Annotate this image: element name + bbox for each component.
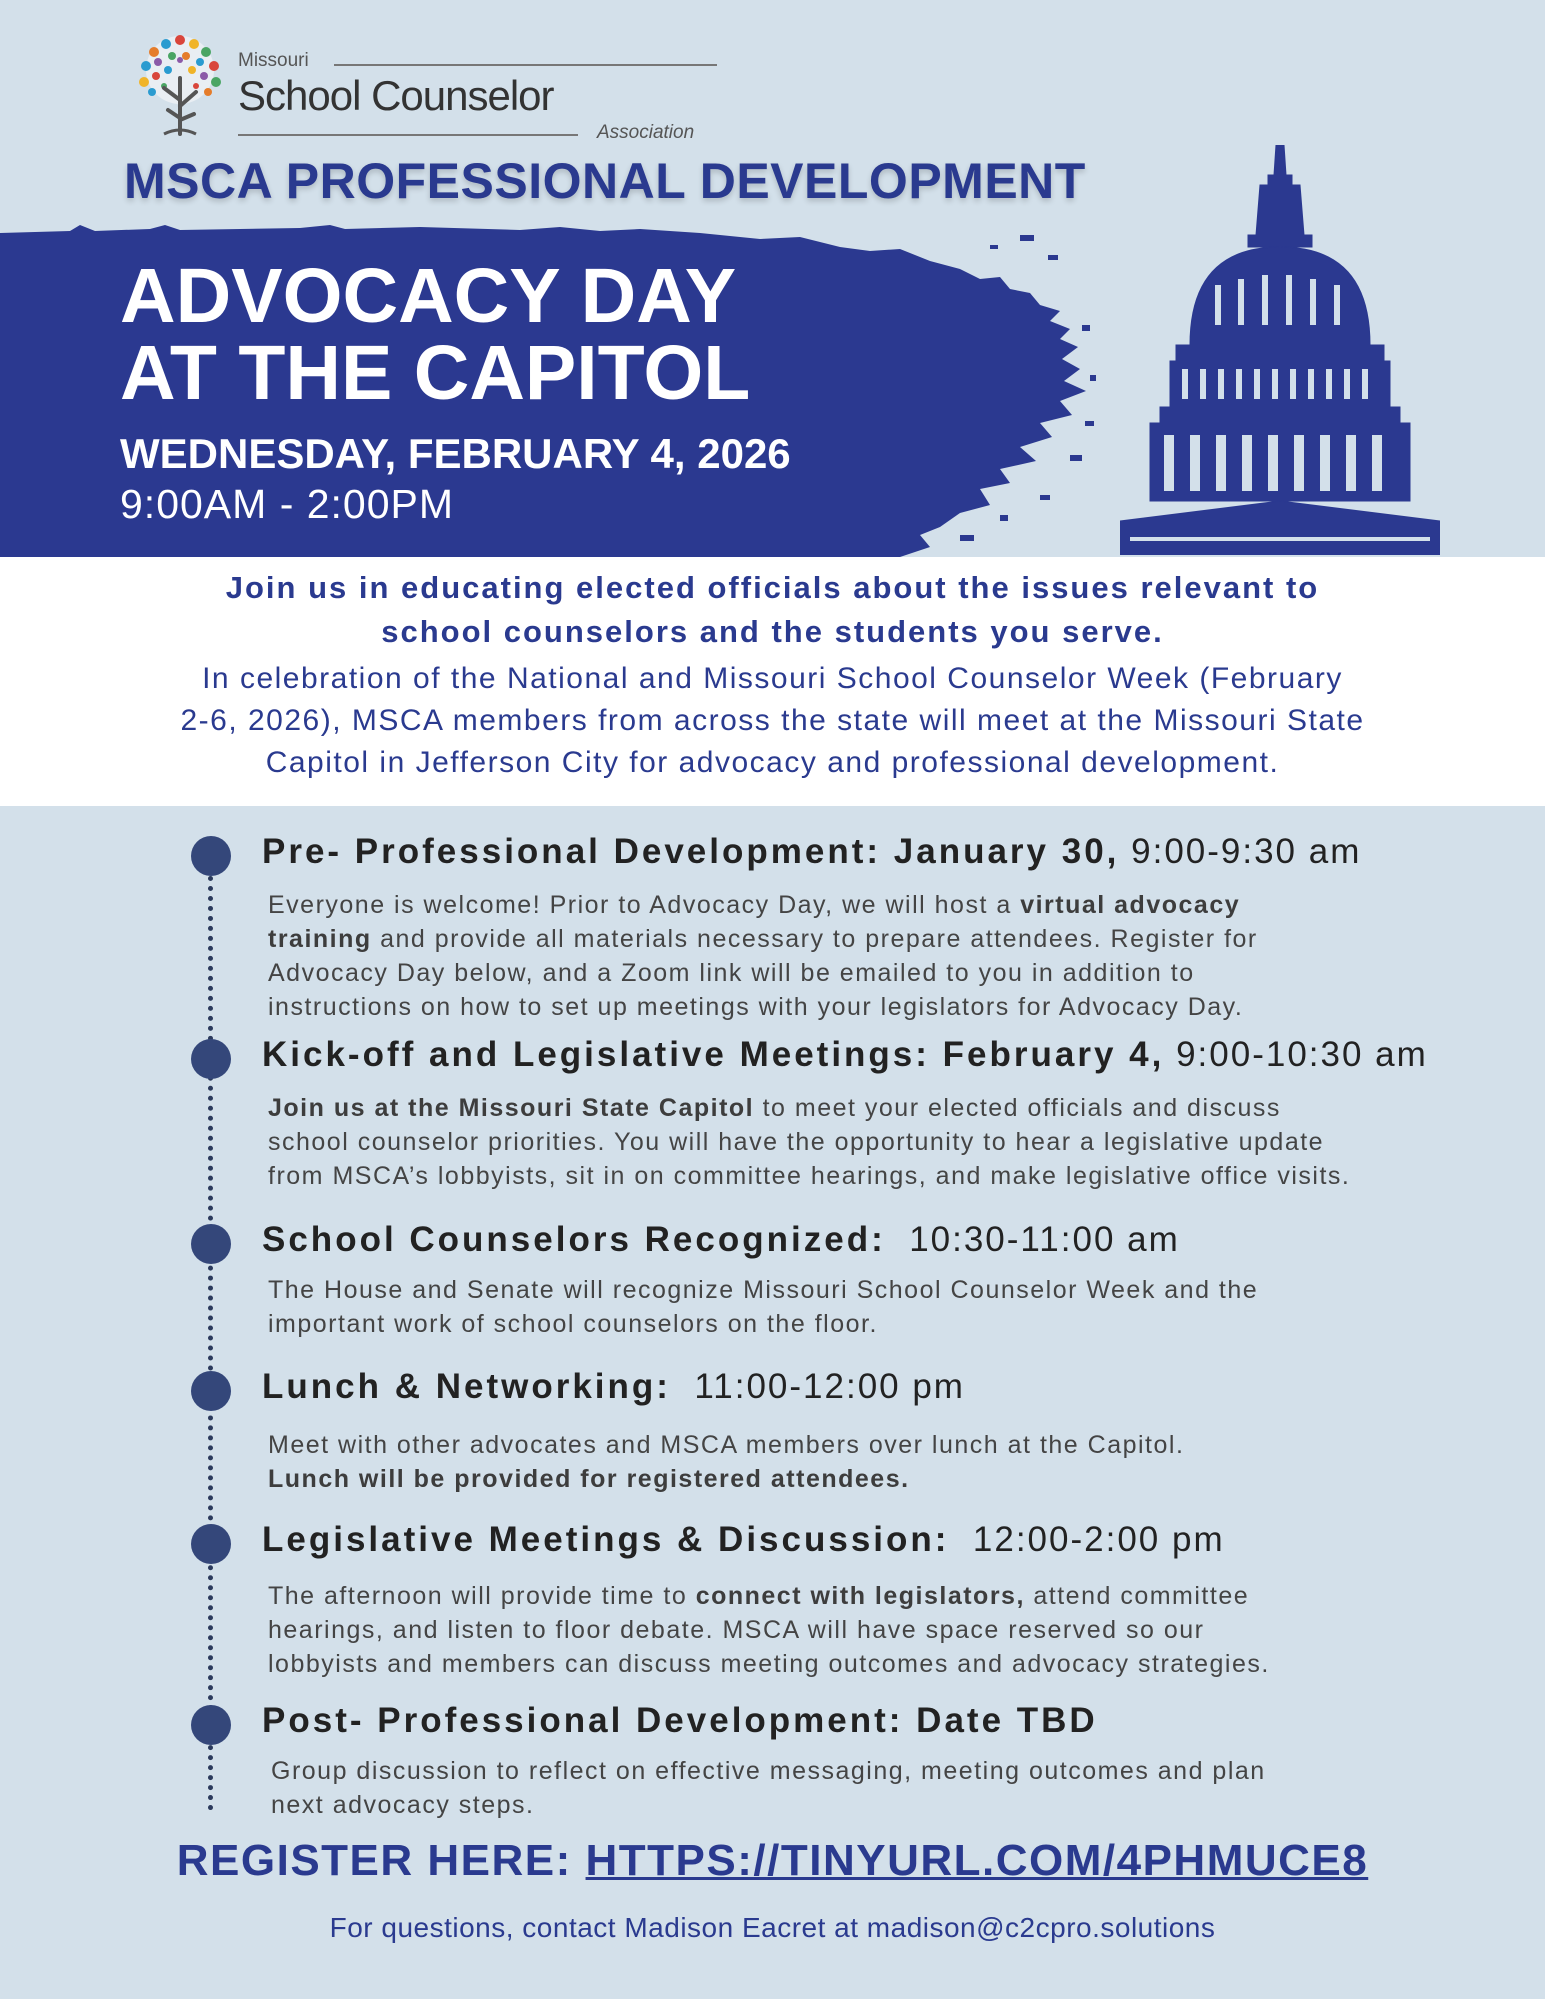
desc-text: school counselor priorities. You will have the opportunity to hear a legislative update [268, 1128, 1325, 1156]
intro-text-line: In celebration of the National and Missouri School Counselor Week (February [202, 662, 1343, 695]
desc-bold-text: virtual advocacy [1020, 891, 1241, 919]
schedule-item-label: School Counselors Recognized: [262, 1220, 886, 1259]
desc-text: hearings, and listen to floor debate. MSCA will have space reserved so our [268, 1616, 1205, 1644]
desc-text: lobbyists and members can discuss meeting outcomes and advocacy strategies. [268, 1650, 1270, 1678]
schedule-item-time: 10:30-11:00 am [909, 1220, 1180, 1259]
event-date: WEDNESDAY, FEBRUARY 4, 2026 [120, 430, 791, 477]
schedule-item-title [262, 1220, 1180, 1260]
desc-bold-text: training [268, 925, 372, 953]
intro-bold-line: school counselors and the students you serve. [381, 614, 1164, 649]
schedule-item-title [262, 1701, 1098, 1741]
schedule-item-description [271, 1754, 1266, 1822]
desc-text: attend committee [1024, 1582, 1250, 1610]
schedule-item-title [262, 1520, 1225, 1560]
msca-logo [124, 30, 695, 145]
capitol-building-icon [1120, 145, 1440, 555]
schedule-item-label: Lunch & Networking: [262, 1367, 671, 1406]
schedule-item-description [268, 1091, 1350, 1193]
desc-text: to meet your elected officials and discuss [754, 1094, 1281, 1122]
schedule-item-time: 9:00-10:30 am [1176, 1035, 1428, 1074]
intro-text-line: 2-6, 2026), MSCA members from across the state will meet at the Missouri State [180, 704, 1365, 737]
schedule-item-time: 9:00-9:30 am [1131, 832, 1362, 871]
schedule-item-description [268, 1428, 1184, 1496]
timeline-dot [191, 836, 231, 876]
desc-text: Meet with other advocates and MSCA members over lunch at the Capitol. [268, 1431, 1185, 1459]
desc-text: and provide all materials necessary to prepare attendees. Register for [371, 925, 1258, 953]
schedule-item-title [262, 1035, 1428, 1075]
desc-text: Advocacy Day below, and a Zoom link will be emailed to you in addition to [268, 959, 1195, 987]
logo-line-school-counselor: School Counselor [238, 72, 554, 119]
desc-text: important work of school counselors on the floor. [268, 1310, 878, 1338]
intro-bold-line: Join us in educating elected officials about the issues relevant to [225, 570, 1320, 605]
timeline-dot [191, 1224, 231, 1264]
schedule-item-label: Legislative Meetings & Discussion: [262, 1520, 950, 1559]
event-title-line1: ADVOCACY DAY [120, 253, 737, 339]
tree-logo-icon [124, 30, 236, 142]
timeline-dot [191, 1524, 231, 1564]
event-title-line2: AT THE CAPITOL [120, 330, 751, 416]
schedule-item-label: Pre- Professional Development: January 30, [262, 832, 1120, 871]
schedule-item-title [262, 1367, 965, 1407]
schedule-item-description [268, 1273, 1258, 1341]
timeline-dot [191, 1371, 231, 1411]
desc-bold-text: Join us at the Missouri State Capitol [268, 1094, 755, 1122]
logo-line-missouri: Missouri [238, 50, 309, 71]
desc-text: The House and Senate will recognize Missouri School Counselor Week and the [268, 1276, 1259, 1304]
schedule-item-time: 11:00-12:00 pm [694, 1367, 965, 1406]
register-line [0, 1836, 1545, 1886]
desc-text: The afternoon will provide time to [268, 1582, 696, 1610]
page-heading: MSCA PROFESSIONAL DEVELOPMENT [124, 153, 1086, 209]
logo-rule [238, 134, 578, 136]
event-time: 9:00AM - 2:00PM [120, 481, 455, 527]
desc-bold-text: connect with legislators, [695, 1582, 1025, 1610]
schedule-item-description [268, 888, 1258, 1024]
timeline-dot [191, 1039, 231, 1079]
schedule-item-title [262, 832, 1361, 872]
register-label: REGISTER HERE: [176, 1836, 572, 1885]
logo-line-association: Association [597, 122, 695, 143]
schedule-item-label: Kick-off and Legislative Meetings: February 4, [262, 1035, 1165, 1074]
desc-bold-text: Lunch will be provided for registered attendees. [268, 1465, 910, 1493]
register-link[interactable]: HTTPS://TINYURL.COM/4PHMUCE8 [585, 1836, 1369, 1885]
timeline-dotted-line [208, 856, 213, 1811]
desc-text: Group discussion to reflect on effective messaging, meeting outcomes and plan [271, 1757, 1266, 1785]
timeline-dot [191, 1705, 231, 1745]
desc-text: from MSCA’s lobbyists, sit in on committee hearings, and make legislative office visits. [268, 1162, 1351, 1190]
schedule-item-description [268, 1579, 1270, 1681]
desc-text: next advocacy steps. [271, 1791, 535, 1819]
intro-section [0, 557, 1545, 806]
schedule-item-time: 12:00-2:00 pm [972, 1520, 1225, 1559]
schedule-item-label: Post- Professional Development: Date TBD [262, 1701, 1098, 1740]
desc-text: Everyone is welcome! Prior to Advocacy Day, we will host a [268, 891, 1021, 919]
logo-rule [334, 64, 717, 66]
contact-info: For questions, contact Madison Eacret at madison@c2cpro.solutions [329, 1912, 1216, 1943]
desc-text: instructions on how to set up meetings with your legislators for Advocacy Day. [268, 993, 1244, 1021]
intro-text-line: Capitol in Jefferson City for advocacy and professional development. [265, 746, 1280, 779]
